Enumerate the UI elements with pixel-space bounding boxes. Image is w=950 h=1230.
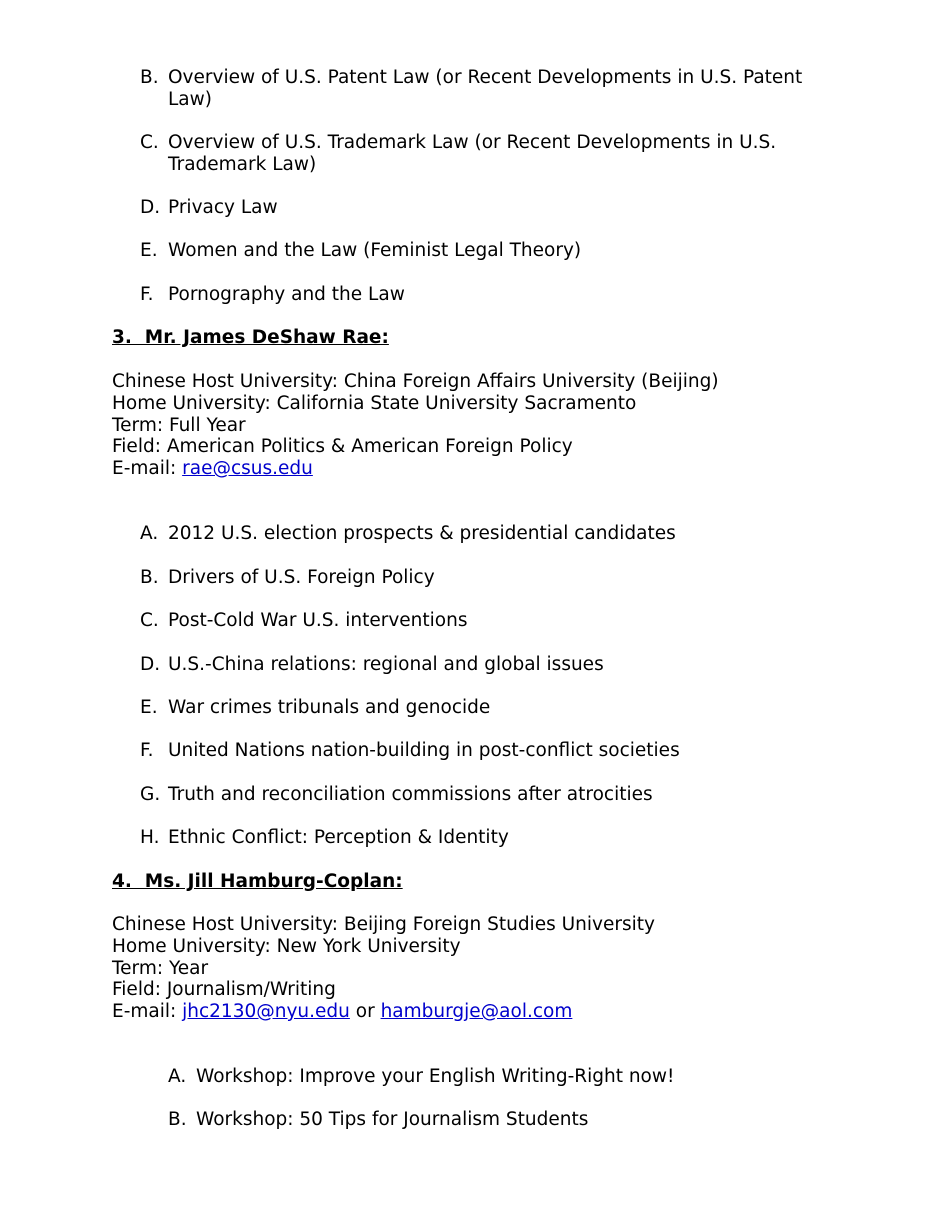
term-line: Term: Full Year [112,414,246,436]
topic-text: Truth and reconciliation commissions after atrocities [168,784,653,805]
email-link[interactable]: rae@csus.edu [182,458,313,479]
host-university-line: Chinese Host University: China Foreign Affairs University (Beijing) [112,371,719,392]
topic-text: Workshop: 50 Tips for Journalism Students [196,1109,589,1130]
topic-letter: H. [140,827,160,848]
topic-letter: C. [140,132,159,153]
topic-text: Ethnic Conflict: Perception & Identity [168,827,509,848]
topic-letter: D. [140,654,161,675]
home-university-line: Home University: New York University [112,935,461,957]
section-3-heading: 3. Mr. James DeShaw Rae: [112,327,389,348]
topic-letter: D. [140,197,161,218]
topic-text: 2012 U.S. election prospects & presidential candidates [168,523,676,544]
email-label: E-mail: [112,458,183,479]
topic-text: Pornography and the Law [168,284,405,305]
email-line [112,1001,655,1023]
term-line: Term: Year [112,957,209,979]
email-link-nyu[interactable]: jhc2130@nyu.edu [182,1001,350,1022]
email-separator: or [349,1001,381,1022]
topic-letter: F. [140,284,154,305]
host-university-line: Chinese Host University: Beijing Foreign Studies University [112,914,655,935]
email-line [112,458,719,480]
email-label: E-mail: [112,1001,183,1022]
topic-letter: G. [140,784,161,805]
email-link-aol[interactable]: hamburgje@aol.com [380,1001,573,1022]
topic-text: Privacy Law [168,197,278,218]
section-3-info [112,371,719,480]
field-line: Field: Journalism/Writing [112,979,336,1001]
topic-letter: F. [140,740,154,761]
topic-text: Women and the Law (Feminist Legal Theory) [168,240,582,261]
topic-text: Overview of U.S. Patent Law (or Recent Developments in U.S. Patent Law) [168,67,803,110]
topic-text: Drivers of U.S. Foreign Policy [168,567,435,588]
topic-text: Overview of U.S. Trademark Law (or Recent Developments in U.S. Trademark Law) [168,132,777,175]
topic-letter: B. [140,567,159,588]
topic-text: Workshop: Improve your English Writing-Right now! [196,1066,675,1087]
topic-letter: B. [168,1109,187,1130]
topic-letter: C. [140,610,159,631]
topic-letter: E. [140,697,158,718]
field-line: Field: American Politics & American Foreign Policy [112,436,573,458]
section-4-heading: 4. Ms. Jill Hamburg-Coplan: [112,871,403,892]
topic-letter: A. [168,1066,187,1087]
topic-text: War crimes tribunals and genocide [168,697,491,718]
topic-text: U.S.-China relations: regional and global issues [168,654,604,675]
section-4-info [112,914,655,1023]
topic-letter: B. [140,67,159,88]
topic-text: United Nations nation-building in post-conflict societies [168,740,680,761]
home-university-line: Home University: California State University Sacramento [112,392,637,414]
topic-letter: A. [140,523,159,544]
topic-text: Post-Cold War U.S. interventions [168,610,468,631]
topic-letter: E. [140,240,158,261]
